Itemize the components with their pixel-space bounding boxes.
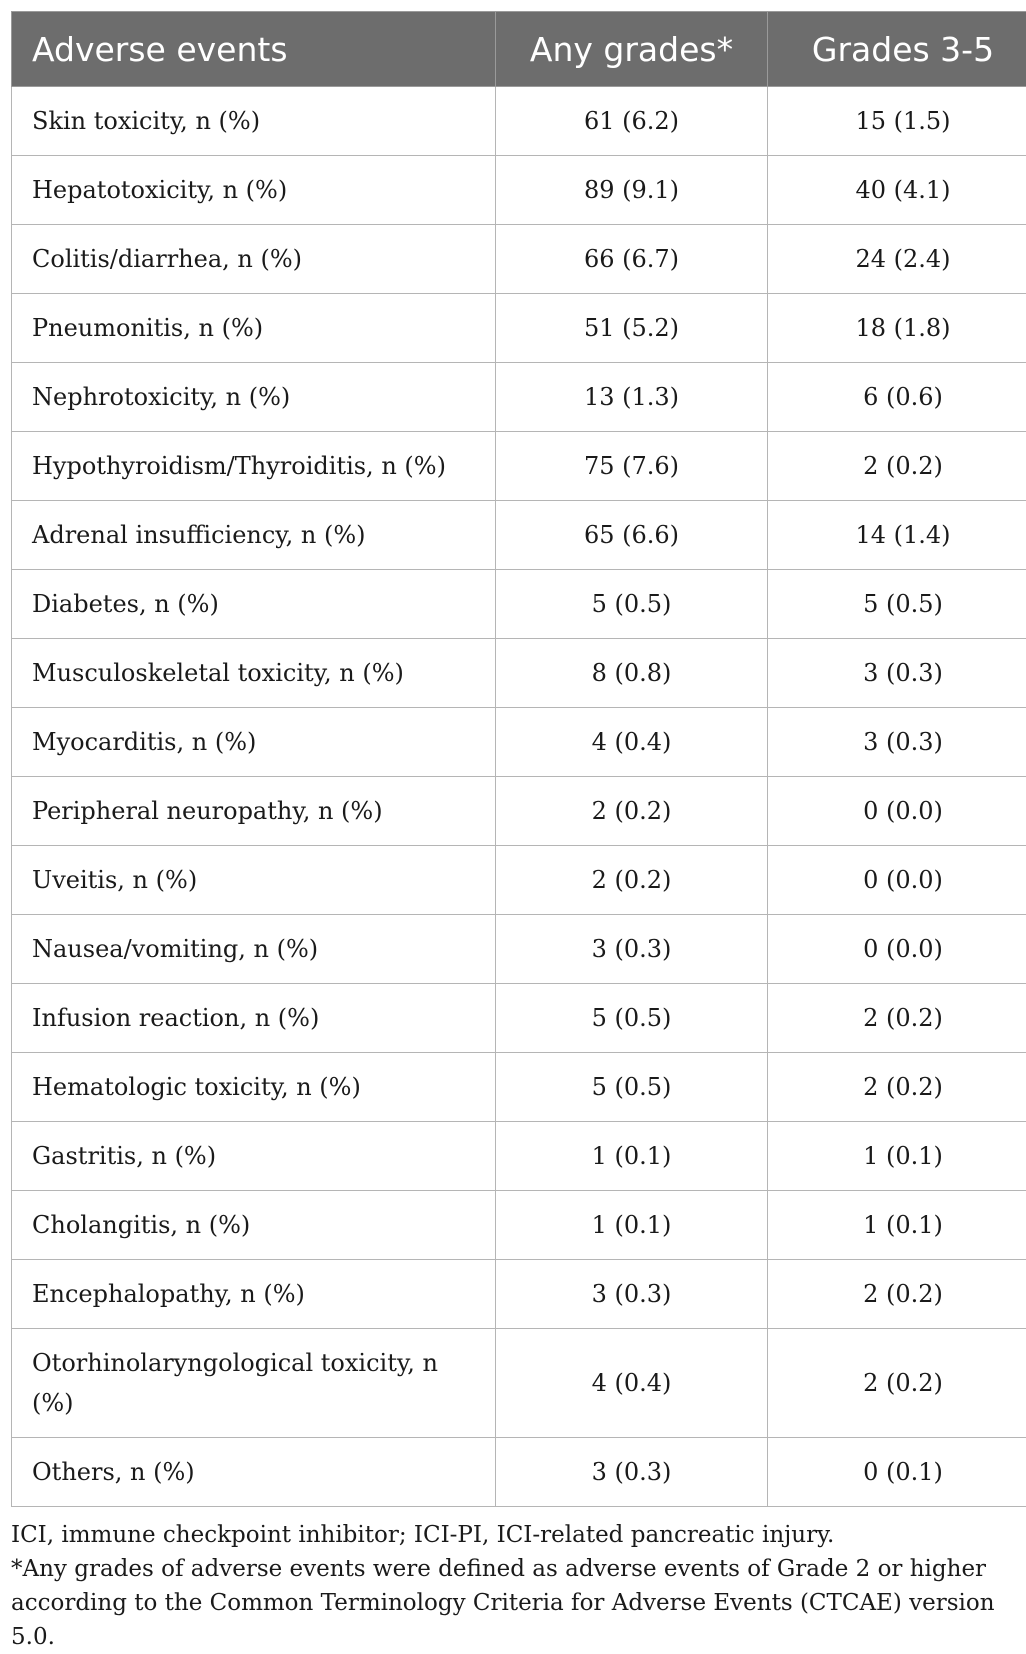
grades-3-5-cell: 2 (0.2) xyxy=(768,1329,1026,1438)
any-grades-cell: 5 (0.5) xyxy=(496,1053,768,1122)
adverse-events-table xyxy=(11,11,1026,1507)
event-cell: Hypothyroidism/Thyroiditis, n (%) xyxy=(12,432,496,501)
any-grades-cell: 2 (0.2) xyxy=(496,777,768,846)
table-row xyxy=(12,1260,1026,1329)
table-row xyxy=(12,984,1026,1053)
grades-3-5-cell: 3 (0.3) xyxy=(768,708,1026,777)
grades-3-5-cell: 2 (0.2) xyxy=(768,1260,1026,1329)
any-grades-cell: 2 (0.2) xyxy=(496,846,768,915)
any-grades-cell: 1 (0.1) xyxy=(496,1191,768,1260)
event-cell: Others, n (%) xyxy=(12,1438,496,1507)
any-grades-cell: 3 (0.3) xyxy=(496,1260,768,1329)
event-cell: Pneumonitis, n (%) xyxy=(12,294,496,363)
event-cell: Myocarditis, n (%) xyxy=(12,708,496,777)
grades-3-5-cell: 1 (0.1) xyxy=(768,1122,1026,1191)
table-row xyxy=(12,87,1026,156)
grades-3-5-cell: 0 (0.0) xyxy=(768,777,1026,846)
event-cell: Skin toxicity, n (%) xyxy=(12,87,496,156)
table-row xyxy=(12,156,1026,225)
any-grades-cell: 1 (0.1) xyxy=(496,1122,768,1191)
grades-3-5-cell: 5 (0.5) xyxy=(768,570,1026,639)
grades-3-5-cell: 18 (1.8) xyxy=(768,294,1026,363)
grades-3-5-cell: 24 (2.4) xyxy=(768,225,1026,294)
event-cell: Peripheral neuropathy, n (%) xyxy=(12,777,496,846)
any-grades-cell: 65 (6.6) xyxy=(496,501,768,570)
event-cell: Diabetes, n (%) xyxy=(12,570,496,639)
grades-3-5-cell: 15 (1.5) xyxy=(768,87,1026,156)
any-grades-cell: 4 (0.4) xyxy=(496,1329,768,1438)
table-header-row xyxy=(12,12,1026,87)
event-cell: Otorhinolaryngological toxicity, n (%) xyxy=(12,1329,496,1438)
table-row xyxy=(12,363,1026,432)
table-row xyxy=(12,708,1026,777)
event-cell: Infusion reaction, n (%) xyxy=(12,984,496,1053)
grades-3-5-cell: 0 (0.1) xyxy=(768,1438,1026,1507)
event-cell: Cholangitis, n (%) xyxy=(12,1191,496,1260)
any-grades-cell: 5 (0.5) xyxy=(496,570,768,639)
any-grades-cell: 61 (6.2) xyxy=(496,87,768,156)
header-adverse-events: Adverse events xyxy=(12,12,496,87)
event-cell: Adrenal insufficiency, n (%) xyxy=(12,501,496,570)
event-cell: Colitis/diarrhea, n (%) xyxy=(12,225,496,294)
table-row xyxy=(12,915,1026,984)
table-row xyxy=(12,432,1026,501)
grades-3-5-cell: 2 (0.2) xyxy=(768,984,1026,1053)
grades-3-5-cell: 14 (1.4) xyxy=(768,501,1026,570)
table-row xyxy=(12,501,1026,570)
grades-3-5-cell: 3 (0.3) xyxy=(768,639,1026,708)
asterisk-footnote: *Any grades of adverse events were defined as adverse events of Grade 2 or higher according to the Common Terminology Criteria for Adverse Events (CTCAE) version 5.0. xyxy=(11,1552,1015,1654)
any-grades-cell: 51 (5.2) xyxy=(496,294,768,363)
any-grades-cell: 5 (0.5) xyxy=(496,984,768,1053)
header-any-grades: Any grades* xyxy=(496,12,768,87)
table-row xyxy=(12,639,1026,708)
any-grades-cell: 13 (1.3) xyxy=(496,363,768,432)
any-grades-cell: 3 (0.3) xyxy=(496,1438,768,1507)
event-cell: Nausea/vomiting, n (%) xyxy=(12,915,496,984)
table-row xyxy=(12,1191,1026,1260)
table-row xyxy=(12,1053,1026,1122)
event-cell: Encephalopathy, n (%) xyxy=(12,1260,496,1329)
event-cell: Nephrotoxicity, n (%) xyxy=(12,363,496,432)
event-cell: Gastritis, n (%) xyxy=(12,1122,496,1191)
event-cell: Uveitis, n (%) xyxy=(12,846,496,915)
grades-3-5-cell: 2 (0.2) xyxy=(768,1053,1026,1122)
grades-3-5-cell: 1 (0.1) xyxy=(768,1191,1026,1260)
grades-3-5-cell: 0 (0.0) xyxy=(768,915,1026,984)
table-row xyxy=(12,294,1026,363)
table-row xyxy=(12,846,1026,915)
event-cell: Musculoskeletal toxicity, n (%) xyxy=(12,639,496,708)
any-grades-cell: 3 (0.3) xyxy=(496,915,768,984)
grades-3-5-cell: 40 (4.1) xyxy=(768,156,1026,225)
any-grades-cell: 66 (6.7) xyxy=(496,225,768,294)
table-row xyxy=(12,1438,1026,1507)
event-cell: Hematologic toxicity, n (%) xyxy=(12,1053,496,1122)
table-row xyxy=(12,1122,1026,1191)
header-grades-3-5: Grades 3-5 xyxy=(768,12,1026,87)
any-grades-cell: 8 (0.8) xyxy=(496,639,768,708)
any-grades-cell: 4 (0.4) xyxy=(496,708,768,777)
table-row xyxy=(12,1329,1026,1438)
table-row xyxy=(12,777,1026,846)
abbreviations-footnote: ICI, immune checkpoint inhibitor; ICI-PI, ICI-related pancreatic injury. xyxy=(11,1518,1015,1552)
table-footnotes xyxy=(11,1518,1015,1654)
table-row xyxy=(12,225,1026,294)
event-cell: Hepatotoxicity, n (%) xyxy=(12,156,496,225)
any-grades-cell: 89 (9.1) xyxy=(496,156,768,225)
grades-3-5-cell: 2 (0.2) xyxy=(768,432,1026,501)
grades-3-5-cell: 0 (0.0) xyxy=(768,846,1026,915)
grades-3-5-cell: 6 (0.6) xyxy=(768,363,1026,432)
any-grades-cell: 75 (7.6) xyxy=(496,432,768,501)
table-row xyxy=(12,570,1026,639)
